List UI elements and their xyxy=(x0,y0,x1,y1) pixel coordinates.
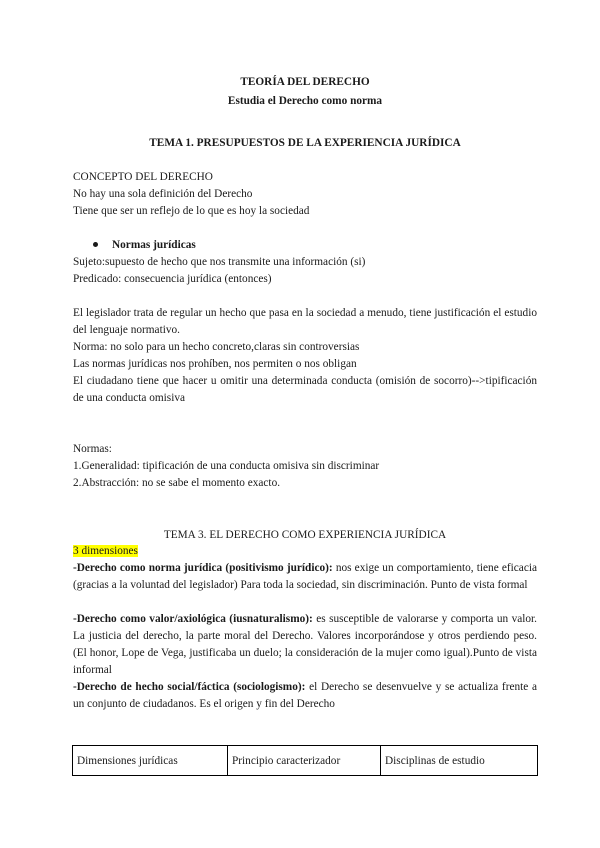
table-row xyxy=(73,746,538,776)
dimension-title: -Derecho como valor/axiológica (iusnaturalismo): xyxy=(73,613,313,625)
dimension-title: -Derecho de hecho social/fáctica (sociologismo): xyxy=(73,681,306,693)
document-title: TEORÍA DEL DERECHO xyxy=(240,76,370,88)
concepto-line: Tiene que ser un reflejo de lo que es hoy la sociedad xyxy=(73,205,310,217)
sujeto-line: Sujeto:supuesto de hecho que nos transmite una información (si) xyxy=(73,256,366,268)
table-header-cell: Disciplinas de estudio xyxy=(381,746,538,776)
normas-list xyxy=(73,441,537,492)
norma-line: Norma: no solo para un hecho concreto,claras sin controversias xyxy=(73,341,360,353)
dimension-text: es susceptible de valorarse y comporta un valor. La justicia del derecho, la parte moral del Derecho. Valores incorporándose y otros perdiendo peso. (El honor, Lope de Vega, justificaba un duelo; la consideración de la mujer como igual).Punto de vista informal xyxy=(73,613,537,676)
normas-juridicas-line: Las normas jurídicas nos prohíben, nos permiten o nos obligan xyxy=(73,358,357,370)
tema1-heading: TEMA 1. PRESUPUESTOS DE LA EXPERIENCIA JURÍDICA xyxy=(149,137,461,149)
normas-item: 1.Generalidad: tipificación de una conducta omisiva sin discriminar xyxy=(73,460,380,472)
dimension-text: el Derecho se desenvuelve y se actualiza frente a un conjunto de ciudadanos. Es el origen y fin del Derecho xyxy=(73,681,538,710)
dimension-positivismo xyxy=(73,560,537,594)
concepto-title: CONCEPTO DEL DERECHO xyxy=(73,171,213,183)
bullet-icon xyxy=(93,242,98,247)
normas-title: Normas: xyxy=(73,443,112,455)
table-header-cell: Dimensiones jurídicas xyxy=(73,746,228,776)
legislador-paragraph: El legislador trata de regular un hecho que pasa en la sociedad a menudo, tiene justificación el estudio del lenguaje normativo. xyxy=(73,307,537,336)
dimension-sociologismo xyxy=(73,679,537,713)
norma-lines xyxy=(73,339,537,373)
dimensions-table xyxy=(72,745,538,776)
sujeto-predicado xyxy=(73,254,537,288)
highlighted-text: 3 dimensiones xyxy=(73,545,138,557)
concepto-section xyxy=(73,169,537,220)
document-subtitle: Estudia el Derecho como norma xyxy=(227,95,383,107)
dimensiones-label xyxy=(73,543,537,560)
normas-item: 2.Abstracción: no se sabe el momento exacto. xyxy=(73,477,281,489)
ciudadano-paragraph: El ciudadano tiene que hacer u omitir una determinada conducta (omisión de socorro)-->tipificación de una conducta omisiva xyxy=(73,375,537,404)
concepto-line: No hay una sola definición del Derecho xyxy=(73,188,253,200)
predicado-line: Predicado: consecuencia jurídica (entonces) xyxy=(73,273,272,285)
tema3-heading: TEMA 3. EL DERECHO COMO EXPERIENCIA JURÍDICA xyxy=(163,529,447,541)
table-header-cell: Principio caracterizador xyxy=(228,746,381,776)
dimension-iusnaturalismo xyxy=(73,611,537,679)
bullet-label: Normas jurídicas xyxy=(112,239,196,251)
dimension-text: nos exige un comportamiento, tiene eficacia (gracias a la voluntad del legislador) Para toda la sociedad, sin discriminación. Punto de vista formal xyxy=(73,562,537,591)
normas-bullet xyxy=(73,237,537,254)
dimension-title: -Derecho como norma jurídica (positivismo jurídico): xyxy=(73,562,333,574)
